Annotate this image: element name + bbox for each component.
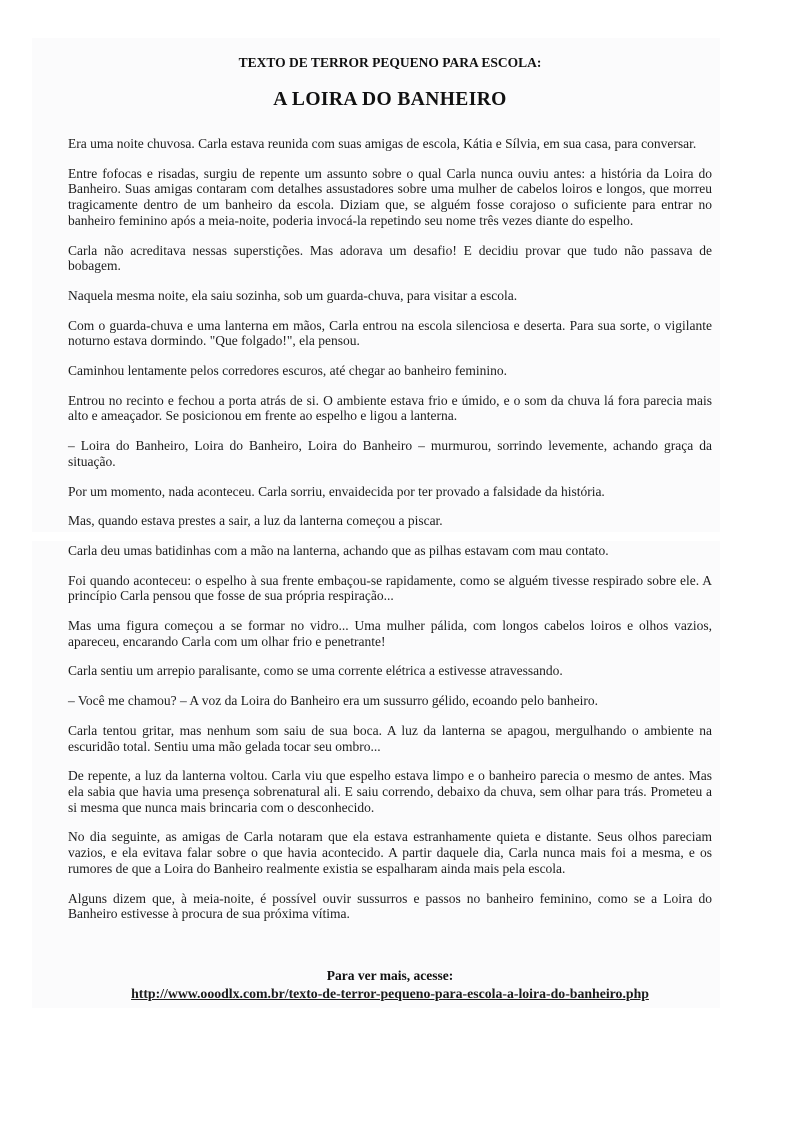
- document-footer: [68, 968, 712, 1003]
- see-more-label: Para ver mais, acesse:: [326, 968, 454, 983]
- story-paragraph: Carla deu umas batidinhas com a mão na lanterna, achando que as pilhas estavam com mau contato.: [68, 542, 609, 558]
- story-paragraph: Alguns dizem que, à meia-noite, é possível ouvir sussurros e passos no banheiro feminino, como se a Loira do Banheiro estivesse à procura de sua próxima vítima.: [68, 890, 712, 922]
- story-paragraph: Carla tentou gritar, mas nenhum som saiu de sua boca. A luz da lanterna se apagou, mergulhando o ambiente na escuridão total. Sentiu uma mão gelada tocar seu ombro...: [68, 722, 712, 754]
- story-paragraph: – Você me chamou? – A voz da Loira do Banheiro era um sussurro gélido, ecoando pelo banheiro.: [68, 693, 598, 709]
- story-paragraph: Entrou no recinto e fechou a porta atrás de si. O ambiente estava frio e úmido, e o som da chuva lá fora parecia mais alto e ameaçador. Se posicionou em frente ao espelho e ligou a lanterna.: [68, 392, 712, 424]
- story-paragraph: Entre fofocas e risadas, surgiu de repente um assunto sobre o qual Carla nunca ouviu antes: a história da Loira do Banheiro. Suas amigas contaram com detalhes assustadores sobre uma mulher de cabelos loiros e longos, que morreu tragicamente dentro de um banheiro da escola. Diziam que, se alguém fosse corajoso o suficiente para entrar no banheiro feminino após a meia-noite, poderia invocá-la repetindo seu nome três vezes diante do espelho.: [68, 165, 712, 228]
- story-paragraph: Mas, quando estava prestes a sair, a luz da lanterna começou a piscar.: [68, 513, 443, 529]
- page-title: A LOIRA DO BANHEIRO: [273, 89, 507, 110]
- story-paragraph: Carla sentiu um arrepio paralisante, como se uma corrente elétrica a estivesse atravessando.: [68, 663, 563, 679]
- story-paragraph: Era uma noite chuvosa. Carla estava reunida com suas amigas de escola, Kátia e Sílvia, em sua casa, para conversar.: [68, 136, 697, 151]
- story-paragraph: Naquela mesma noite, ela saiu sozinha, sob um guarda-chuva, para visitar a escola.: [68, 287, 518, 303]
- story-paragraph: De repente, a luz da lanterna voltou. Carla viu que espelho estava limpo e o banheiro parecia o mesmo de antes. Mas ela sabia que havia uma presença sobrenatural ali. E saiu correndo, debaixo da chuva, sem olhar para trás. Prometeu a si mesma que nunca mais brincaria com o desconhecido.: [68, 768, 712, 815]
- story-body: [68, 136, 712, 936]
- story-paragraph: No dia seguinte, as amigas de Carla notaram que ela estava estranhamente quieta e distante. Seus olhos pareciam vazios, e ela evitava falar sobre o que havia acontecido. A partir daquele dia, Carla nunca mais foi a mesma, e os rumores de que a Loira do Banheiro realmente existia se espalharam ainda mais pela escola.: [68, 829, 712, 876]
- story-paragraph: Por um momento, nada aconteceu. Carla sorriu, envaidecida por ter provado a falsidade da história.: [68, 483, 605, 499]
- story-paragraph: Caminhou lentamente pelos corredores escuros, até chegar ao banheiro feminino.: [68, 363, 507, 379]
- story-paragraph: Mas uma figura começou a se formar no vidro... Uma mulher pálida, com longos cabelos loiros e olhos vazios, apareceu, encarando Carla com um olhar frio e penetrante!: [68, 618, 712, 649]
- story-paragraph: Com o guarda-chuva e uma lanterna em mãos, Carla entrou na escola silenciosa e deserta. Para sua sorte, o vigilante noturno estava dormindo. "Que folgado!", ela pensou.: [68, 317, 712, 349]
- story-paragraph: Carla não acreditava nessas superstições. Mas adorava um desafio! E decidiu provar que tudo não passava de bobagem.: [68, 242, 712, 274]
- document-kicker: TEXTO DE TERROR PEQUENO PARA ESCOLA:: [238, 55, 542, 70]
- story-paragraph: – Loira do Banheiro, Loira do Banheiro, Loira do Banheiro – murmurou, sorrindo levemente, achando graça da situação.: [68, 438, 712, 469]
- story-paragraph: Foi quando aconteceu: o espelho à sua frente embaçou-se rapidamente, como se alguém tivesse respirado sobre ele. A princípio Carla pensou que fosse de sua própria respiração...: [68, 572, 712, 604]
- source-link[interactable]: http://www.ooodlx.com.br/texto-de-terror-pequeno-para-escola-a-loira-do-banheiro.php: [131, 986, 649, 1001]
